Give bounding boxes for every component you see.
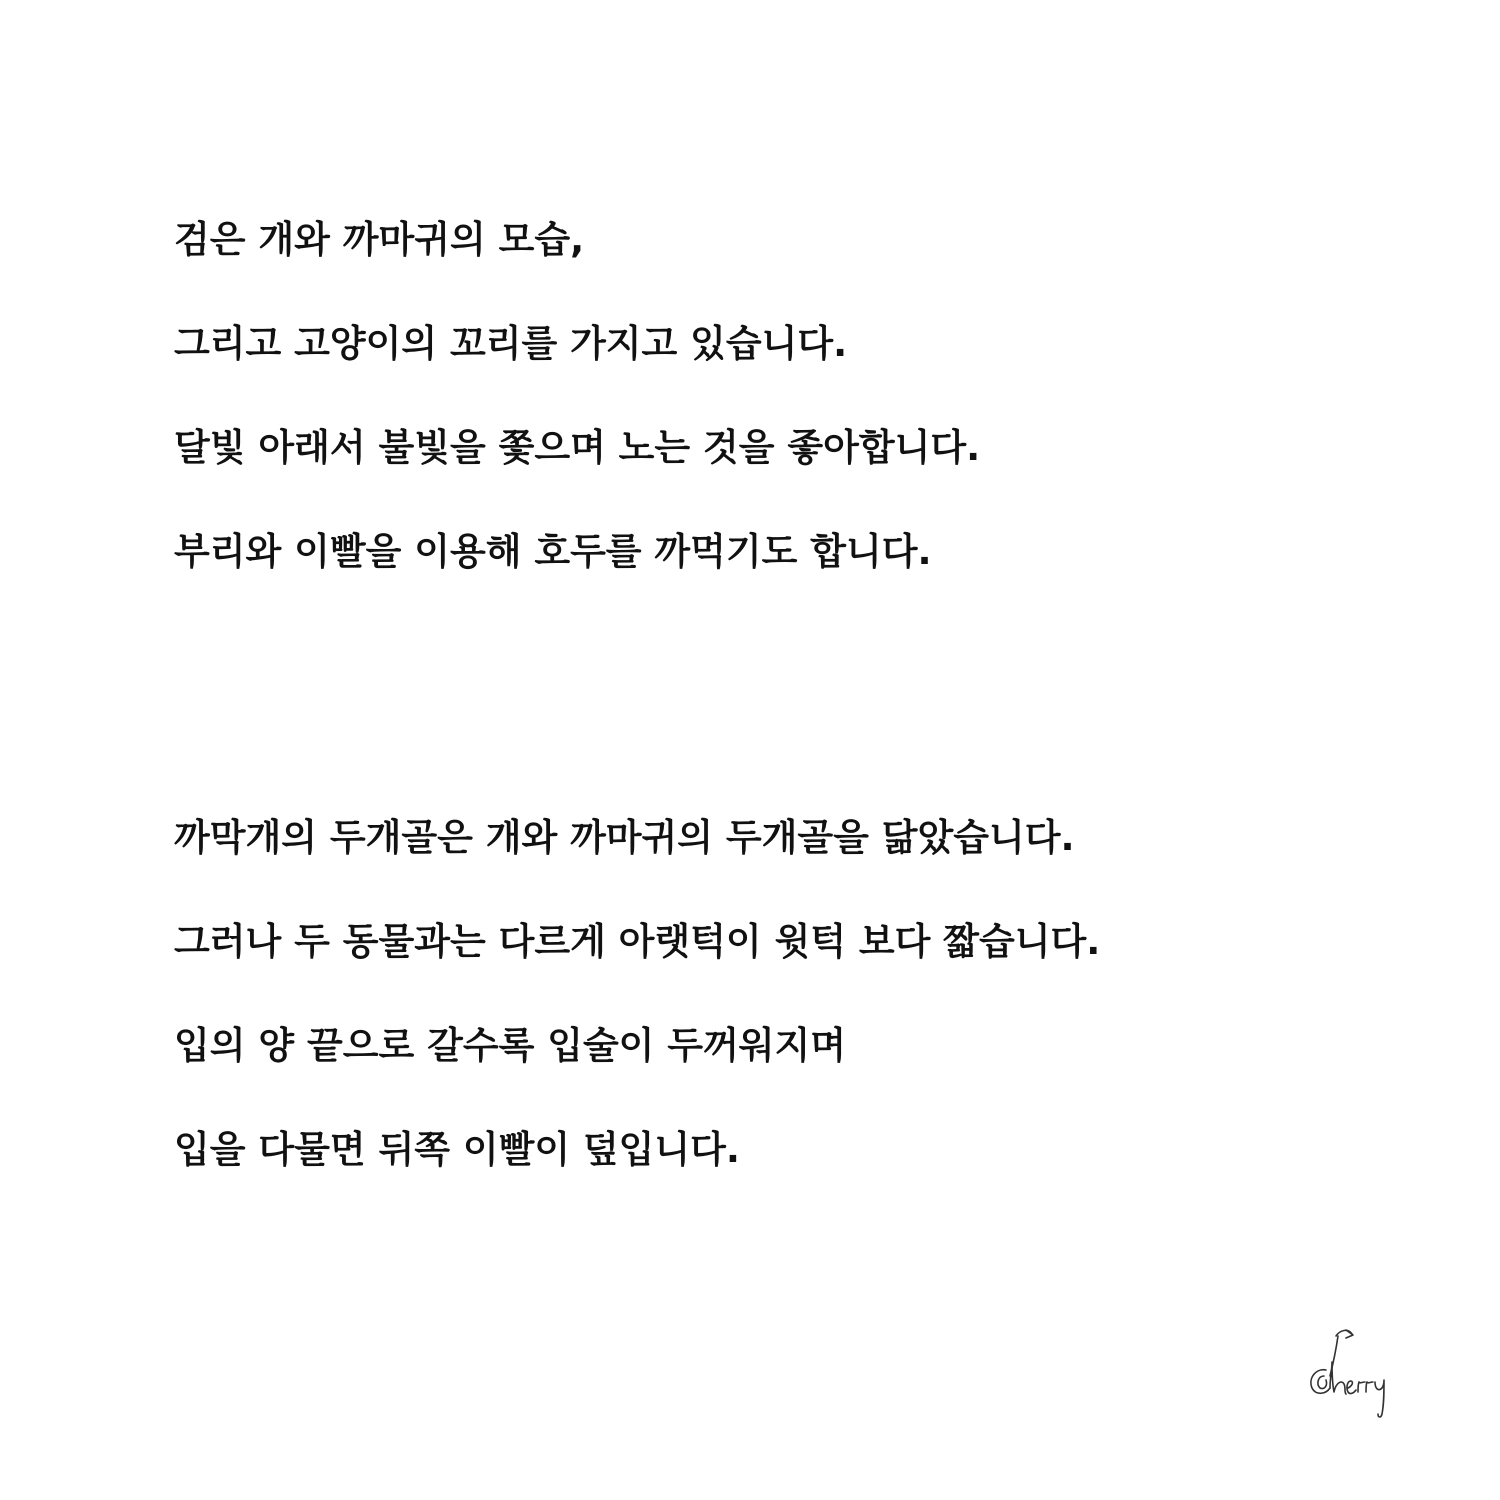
text-line: 검은 개와 까마귀의 모습, — [174, 218, 585, 261]
text-line: 입의 양 끝으로 갈수록 입술이 두꺼워지며 — [174, 1024, 847, 1067]
text-line: 그리고 고양이의 꼬리를 가지고 있습니다. — [174, 322, 848, 365]
paragraph-1 — [174, 214, 980, 630]
text-line: 달빛 아래서 불빛을 쫓으며 노는 것을 좋아합니다. — [174, 426, 981, 469]
text-line: 부리와 이빨을 이용해 호두를 까먹기도 합니다. — [174, 530, 932, 573]
text-line: 그러나 두 동물과는 다르게 아랫턱이 윗턱 보다 짧습니다. — [174, 920, 1101, 963]
text-line: 입을 다물면 뒤쪽 이빨이 덮입니다. — [174, 1128, 740, 1171]
paragraph-2 — [174, 812, 1100, 1228]
cherry-signature — [1296, 1318, 1406, 1428]
text-line: 까막개의 두개골은 개와 까마귀의 두개골을 닮았습니다. — [174, 816, 1075, 859]
